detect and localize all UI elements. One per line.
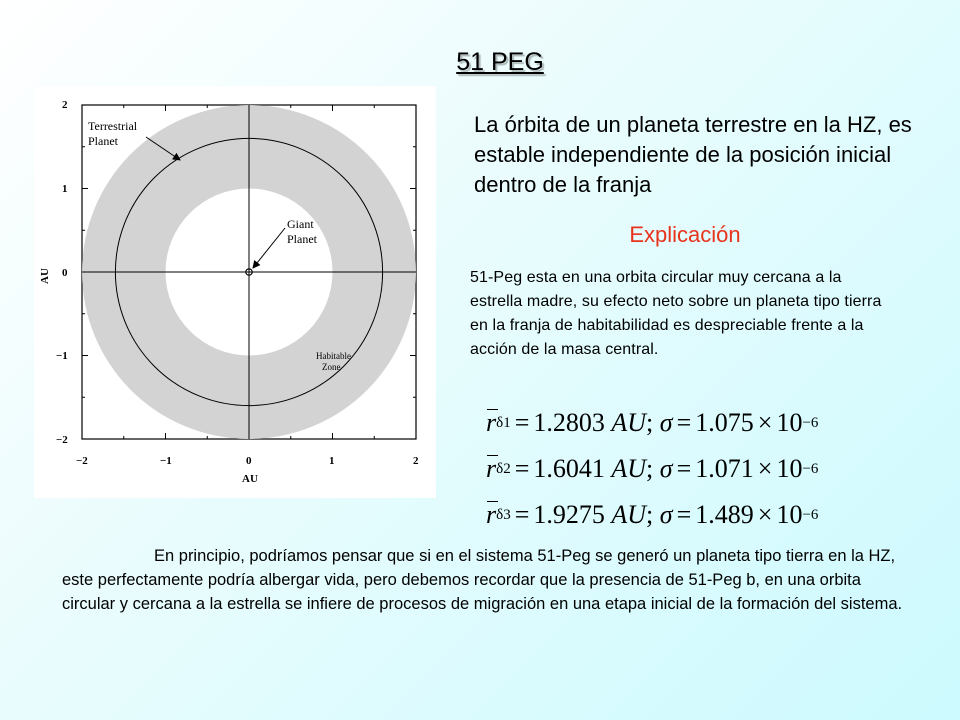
habitable-zone-label: Zone <box>322 362 341 372</box>
conclusion-paragraph: En principio, podríamos pensar que si en el sistema 51-Peg se generó un planeta tipo tierra en la HZ, este perfectamente podría albergar vida, pero debemos recordar que la presencia de 51-Peg b, en una orbita circular y cercana a la estrella se infiere de procesos de migración en una etapa inicial de la formación del sistema. <box>62 547 903 613</box>
x-tick-label: 2 <box>413 455 419 467</box>
habitable-zone-label: Habitable <box>316 351 351 361</box>
y-tick-label: 2 <box>62 99 68 111</box>
y-axis-label: AU <box>39 268 51 284</box>
r-bar-symbol: r <box>486 500 497 529</box>
orbit-figure <box>34 86 436 498</box>
orbit-plot <box>34 86 436 498</box>
equation-row: r δ2 = 1.6041 AU ; σ = 1.071 × 10 −6 <box>486 454 819 483</box>
terrestrial-planet-label: Terrestrial <box>88 119 138 133</box>
explanation-body: 51-Peg esta en una orbita circular muy cercana a la estrella madre, su efecto neto sobre un planeta tipo tierra en la franja de habitabilidad es despreciable frente a la acción de la masa central. <box>470 269 882 358</box>
explanation-heading: Explicación <box>629 222 741 247</box>
y-tick-label: 0 <box>62 267 68 279</box>
r-bar-symbol: r <box>486 454 497 483</box>
giant-arrow <box>253 228 285 268</box>
x-tick-label: 1 <box>329 455 335 467</box>
stability-statement: La órbita de un planeta terrestre en la HZ, es estable independiente de la posición inicial dentro de la franja <box>474 112 912 197</box>
terrestrial-planet-label: Planet <box>88 134 118 148</box>
slide-title: 51 PEG <box>456 48 544 76</box>
giant-planet-label: Giant <box>287 217 314 231</box>
y-tick-label: −2 <box>56 434 68 446</box>
x-axis-label: AU <box>242 473 258 485</box>
x-tick-label: −1 <box>160 455 172 467</box>
x-tick-label: −2 <box>76 455 88 467</box>
equations-block <box>486 400 906 538</box>
r-bar-symbol: r <box>486 408 497 437</box>
y-tick-label: 1 <box>62 183 68 195</box>
equation-row: r δ3 = 1.9275 AU ; σ = 1.489 × 10 −6 <box>486 500 819 529</box>
y-tick-label: −1 <box>56 350 68 362</box>
equation-row: r δ1 = 1.2803 AU ; σ = 1.075 × 10 −6 <box>486 408 819 437</box>
giant-planet-label: Planet <box>287 232 317 246</box>
x-tick-label: 0 <box>246 455 252 467</box>
